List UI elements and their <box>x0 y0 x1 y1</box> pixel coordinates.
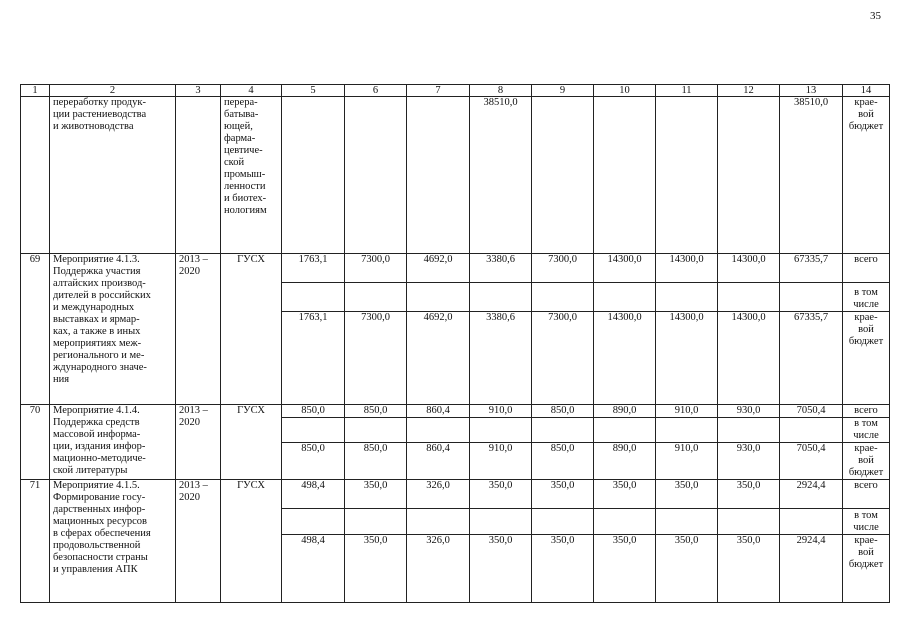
value-cell: 930,0 <box>718 405 780 418</box>
value-cell: 7050,4 <box>780 443 843 480</box>
value-cell: 910,0 <box>656 405 718 418</box>
text-line: мационных ресурсов <box>53 516 147 527</box>
text-line: перера- <box>224 97 258 108</box>
source-cell <box>843 312 890 405</box>
value-cell <box>718 283 780 312</box>
source-cell: всего <box>843 254 890 283</box>
text-line: регионального и ме- <box>53 350 145 361</box>
text-line: 2020 <box>179 492 200 503</box>
page-number: 35 <box>870 10 881 22</box>
value-cell <box>407 97 470 254</box>
value-cell: 498,4 <box>282 535 345 603</box>
value-cell: 38510,0 <box>470 97 532 254</box>
text-line: батыва- <box>224 109 259 120</box>
value-cell <box>656 283 718 312</box>
col-header: 6 <box>345 85 407 97</box>
value-cell: 2924,4 <box>780 480 843 509</box>
text-line: переработку продук- <box>53 97 146 108</box>
value-cell: 38510,0 <box>780 97 843 254</box>
col-header: 5 <box>282 85 345 97</box>
text-line: Мероприятие 4.1.4. <box>53 405 140 416</box>
executor-cell <box>221 97 282 254</box>
value-cell: 7300,0 <box>532 312 594 405</box>
value-cell: 350,0 <box>594 480 656 509</box>
value-cell: 498,4 <box>282 480 345 509</box>
value-cell <box>594 283 656 312</box>
executor-cell: ГУСХ <box>221 405 282 480</box>
value-cell <box>718 97 780 254</box>
text-line: нологиям <box>224 205 267 216</box>
text-line: массовой информа- <box>53 429 141 440</box>
text-line: ции растениеводства <box>53 109 147 120</box>
source-cell <box>843 509 890 535</box>
text-line: вой <box>858 547 874 558</box>
value-cell: 1763,1 <box>282 254 345 283</box>
value-cell <box>532 418 594 443</box>
value-cell: 350,0 <box>532 480 594 509</box>
text-line: фарма- <box>224 133 256 144</box>
col-header: 12 <box>718 85 780 97</box>
value-cell: 890,0 <box>594 443 656 480</box>
activity-name-cell <box>50 405 176 480</box>
table-row-continuation <box>21 97 890 254</box>
value-cell <box>532 283 594 312</box>
value-cell: 910,0 <box>470 443 532 480</box>
value-cell <box>594 509 656 535</box>
value-cell <box>345 509 407 535</box>
period-cell <box>176 97 221 254</box>
value-cell: 14300,0 <box>656 312 718 405</box>
activity-name-cell <box>50 480 176 603</box>
value-cell <box>345 283 407 312</box>
value-cell <box>594 97 656 254</box>
activity-name-cell <box>50 254 176 405</box>
value-cell: 860,4 <box>407 405 470 418</box>
value-cell: 350,0 <box>470 535 532 603</box>
value-cell: 850,0 <box>345 443 407 480</box>
text-line: ках, а также в иных <box>53 326 141 337</box>
value-cell <box>470 509 532 535</box>
text-line: в том <box>854 287 878 298</box>
text-line: Поддержка участия <box>53 266 141 277</box>
value-cell <box>594 418 656 443</box>
text-line: ции, издания инфор- <box>53 441 146 452</box>
text-line: ленности <box>224 181 266 192</box>
text-line: ющей, <box>224 121 253 132</box>
col-header: 10 <box>594 85 656 97</box>
value-cell <box>345 418 407 443</box>
value-cell: 326,0 <box>407 535 470 603</box>
text-line: Мероприятие 4.1.5. <box>53 480 140 491</box>
value-cell <box>282 283 345 312</box>
value-cell: 350,0 <box>345 480 407 509</box>
value-cell <box>345 97 407 254</box>
value-cell: 350,0 <box>718 535 780 603</box>
value-cell: 326,0 <box>407 480 470 509</box>
header-row <box>21 85 890 97</box>
value-cell: 7300,0 <box>345 312 407 405</box>
value-cell: 350,0 <box>656 535 718 603</box>
value-cell: 890,0 <box>594 405 656 418</box>
value-cell <box>656 509 718 535</box>
text-line: и биотех- <box>224 193 267 204</box>
col-header: 4 <box>221 85 282 97</box>
value-cell <box>470 418 532 443</box>
source-cell <box>843 443 890 480</box>
executor-cell: ГУСХ <box>221 480 282 603</box>
value-cell: 1763,1 <box>282 312 345 405</box>
value-cell: 350,0 <box>532 535 594 603</box>
col-header: 13 <box>780 85 843 97</box>
value-cell <box>407 283 470 312</box>
budget-table <box>20 84 890 603</box>
text-line: бюджет <box>848 559 884 570</box>
value-cell <box>718 509 780 535</box>
executor-cell: ГУСХ <box>221 254 282 405</box>
source-cell <box>843 418 890 443</box>
value-cell: 4692,0 <box>407 312 470 405</box>
value-cell <box>407 509 470 535</box>
value-cell: 850,0 <box>282 405 345 418</box>
value-cell: 7300,0 <box>345 254 407 283</box>
value-cell <box>282 97 345 254</box>
source-cell <box>843 97 890 254</box>
row-number-cell <box>21 97 50 254</box>
row-number-cell: 69 <box>21 254 50 405</box>
text-line: Мероприятие 4.1.3. <box>53 254 140 265</box>
value-cell: 850,0 <box>532 405 594 418</box>
value-cell <box>780 509 843 535</box>
value-cell: 850,0 <box>532 443 594 480</box>
value-cell: 4692,0 <box>407 254 470 283</box>
value-cell <box>532 509 594 535</box>
value-cell: 7050,4 <box>780 405 843 418</box>
value-cell: 67335,7 <box>780 312 843 405</box>
col-header: 14 <box>843 85 890 97</box>
text-line: вой <box>858 324 874 335</box>
value-cell <box>470 283 532 312</box>
value-cell: 350,0 <box>718 480 780 509</box>
value-cell: 14300,0 <box>718 312 780 405</box>
entries-body <box>21 254 890 603</box>
text-line: Поддержка средств <box>53 417 140 428</box>
value-cell: 350,0 <box>345 535 407 603</box>
row-number-cell: 70 <box>21 405 50 480</box>
text-line: мероприятиях меж- <box>53 338 142 349</box>
value-cell <box>718 418 780 443</box>
source-cell: всего <box>843 405 890 418</box>
value-cell: 850,0 <box>282 443 345 480</box>
value-cell <box>656 97 718 254</box>
text-line: числе <box>853 299 879 310</box>
text-line: дарственных инфор- <box>53 504 146 515</box>
text-line: 2020 <box>179 417 200 428</box>
value-cell: 350,0 <box>656 480 718 509</box>
text-line: мационно-методиче- <box>53 453 146 464</box>
text-line: 2013 – <box>179 480 208 491</box>
text-line: крае- <box>854 535 878 546</box>
text-line: дителей в российских <box>53 290 151 301</box>
period-cell <box>176 405 221 480</box>
text-line: бюджет <box>848 121 884 132</box>
col-header: 3 <box>176 85 221 97</box>
text-line: крае- <box>854 443 878 454</box>
text-line: ждународного значе- <box>53 362 147 373</box>
text-line: безопасности страны <box>53 552 148 563</box>
text-line: бюджет <box>848 467 884 478</box>
text-line: ния <box>53 374 70 385</box>
table-row-entry <box>21 254 890 283</box>
value-cell: 930,0 <box>718 443 780 480</box>
col-header: 8 <box>470 85 532 97</box>
activity-name-cell <box>50 97 176 254</box>
text-line: продовольственной <box>53 540 141 551</box>
source-cell <box>843 283 890 312</box>
text-line: алтайских производ- <box>53 278 146 289</box>
value-cell <box>780 418 843 443</box>
text-line: в том <box>854 418 878 429</box>
text-line: крае- <box>854 97 878 108</box>
text-line: и управления АПК <box>53 564 138 575</box>
source-cell: всего <box>843 480 890 509</box>
period-cell <box>176 480 221 603</box>
text-line: цевтиче- <box>224 145 263 156</box>
value-cell <box>532 97 594 254</box>
col-header: 1 <box>21 85 50 97</box>
text-line: промыш- <box>224 169 266 180</box>
text-line: 2020 <box>179 266 200 277</box>
value-cell: 910,0 <box>470 405 532 418</box>
col-header: 11 <box>656 85 718 97</box>
text-line: вой <box>858 109 874 120</box>
source-cell <box>843 535 890 603</box>
text-line: числе <box>853 522 879 533</box>
value-cell <box>780 283 843 312</box>
period-cell <box>176 254 221 405</box>
value-cell: 860,4 <box>407 443 470 480</box>
text-line: и международных <box>53 302 135 313</box>
value-cell: 14300,0 <box>594 254 656 283</box>
value-cell: 2924,4 <box>780 535 843 603</box>
value-cell: 350,0 <box>470 480 532 509</box>
text-line: и животноводства <box>53 121 134 132</box>
value-cell: 14300,0 <box>656 254 718 283</box>
text-line: вой <box>858 455 874 466</box>
text-line: в сферах обеспечения <box>53 528 151 539</box>
value-cell: 350,0 <box>594 535 656 603</box>
text-line: бюджет <box>848 336 884 347</box>
value-cell: 910,0 <box>656 443 718 480</box>
value-cell: 3380,6 <box>470 312 532 405</box>
table-row-entry <box>21 405 890 418</box>
text-line: числе <box>853 430 879 441</box>
text-line: в том <box>854 510 878 521</box>
row-number-cell: 71 <box>21 480 50 603</box>
text-line: ской литературы <box>53 465 128 476</box>
text-line: выставках и ярмар- <box>53 314 140 325</box>
value-cell: 14300,0 <box>718 254 780 283</box>
text-line: 2013 – <box>179 254 208 265</box>
value-cell: 3380,6 <box>470 254 532 283</box>
value-cell <box>282 418 345 443</box>
table-row-entry <box>21 480 890 509</box>
text-line: крае- <box>854 312 878 323</box>
value-cell: 67335,7 <box>780 254 843 283</box>
col-header: 9 <box>532 85 594 97</box>
value-cell <box>656 418 718 443</box>
text-line: ской <box>224 157 245 168</box>
value-cell <box>407 418 470 443</box>
value-cell: 14300,0 <box>594 312 656 405</box>
col-header: 2 <box>50 85 176 97</box>
value-cell <box>282 509 345 535</box>
value-cell: 7300,0 <box>532 254 594 283</box>
col-header: 7 <box>407 85 470 97</box>
text-line: Формирование госу- <box>53 492 146 503</box>
value-cell: 850,0 <box>345 405 407 418</box>
text-line: 2013 – <box>179 405 208 416</box>
